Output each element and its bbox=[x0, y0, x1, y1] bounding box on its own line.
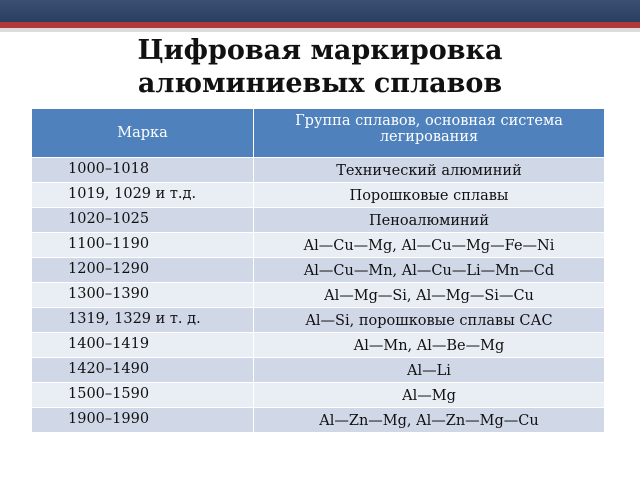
alloy-group-cell: Al—Cu—Mn, Al—Cu—Li—Mn—Cd bbox=[254, 258, 605, 283]
grade-cell: 1500–1590 bbox=[32, 383, 254, 408]
grade-cell: 1400–1419 bbox=[32, 333, 254, 358]
alloy-group-cell: Al—Cu—Mg, Al—Cu—Mg—Fe—Ni bbox=[254, 233, 605, 258]
table-row bbox=[32, 358, 605, 383]
table-row bbox=[32, 383, 605, 408]
table-row bbox=[32, 308, 605, 333]
top-decorative-band bbox=[0, 0, 640, 22]
grade-cell: 1200–1290 bbox=[32, 258, 254, 283]
table-row bbox=[32, 158, 605, 183]
alloy-group-cell: Пеноалюминий bbox=[254, 208, 605, 233]
grade-cell: 1900–1990 bbox=[32, 408, 254, 433]
alloy-group-cell: Порошковые сплавы bbox=[254, 183, 605, 208]
grade-cell: 1100–1190 bbox=[32, 233, 254, 258]
table-row bbox=[32, 208, 605, 233]
alloy-group-cell: Al—Zn—Mg, Al—Zn—Mg—Cu bbox=[254, 408, 605, 433]
grade-cell: 1319, 1329 и т. д. bbox=[32, 308, 254, 333]
table-body bbox=[32, 158, 605, 433]
table-row bbox=[32, 258, 605, 283]
alloy-group-cell: Технический алюминий bbox=[254, 158, 605, 183]
alloy-group-cell: Al—Mg bbox=[254, 383, 605, 408]
grade-cell: 1420–1490 bbox=[32, 358, 254, 383]
table-row bbox=[32, 183, 605, 208]
table-header-row bbox=[32, 109, 605, 158]
slide-title-line-2: алюминиевых сплавов bbox=[137, 68, 503, 99]
grade-cell: 1300–1390 bbox=[32, 283, 254, 308]
grade-cell: 1019, 1029 и т.д. bbox=[32, 183, 254, 208]
table-row bbox=[32, 283, 605, 308]
grade-cell: 1020–1025 bbox=[32, 208, 254, 233]
grade-cell: 1000–1018 bbox=[32, 158, 254, 183]
slide-title bbox=[0, 34, 640, 100]
slide-title-line-1: Цифровая маркировка bbox=[137, 35, 503, 66]
alloy-group-cell: Al—Mg—Si, Al—Mg—Si—Cu bbox=[254, 283, 605, 308]
table-row bbox=[32, 233, 605, 258]
table-row bbox=[32, 333, 605, 358]
table-row bbox=[32, 408, 605, 433]
divider-stripe bbox=[0, 28, 640, 32]
alloy-group-cell: Al—Mn, Al—Be—Mg bbox=[254, 333, 605, 358]
alloy-group-cell: Al—Si, порошковые сплавы САС bbox=[254, 308, 605, 333]
alloy-marking-table bbox=[31, 108, 605, 433]
alloy-group-cell: Al—Li bbox=[254, 358, 605, 383]
header-grade: Марка bbox=[32, 109, 254, 158]
header-alloy-group: Группа сплавов, основная система легирования bbox=[254, 109, 605, 158]
